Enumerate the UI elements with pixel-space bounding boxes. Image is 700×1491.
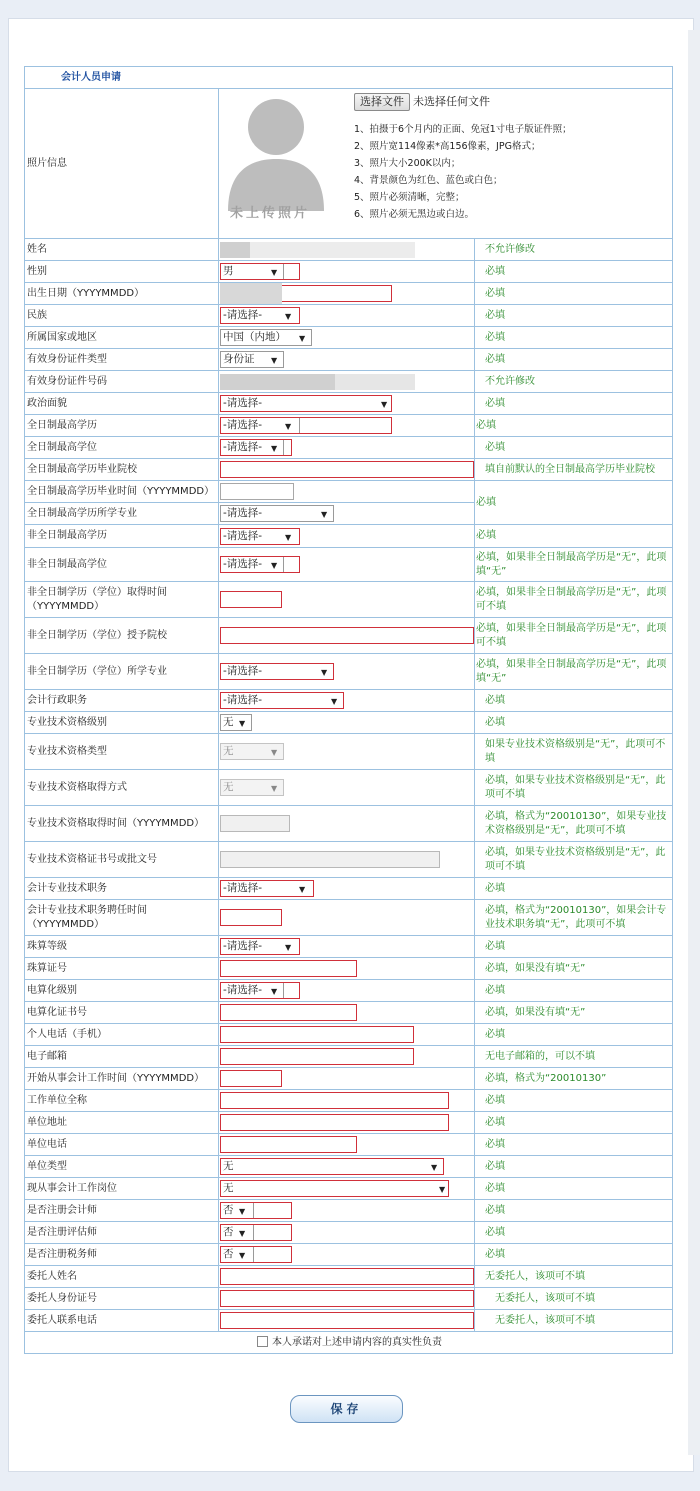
choose-file-button[interactable]: 选择文件 (354, 93, 410, 111)
mobile-label: 个人电话（手机） (25, 1024, 219, 1046)
company-input[interactable] (220, 1092, 449, 1109)
abacus-level-label: 珠算等级 (25, 936, 219, 958)
acct-post-time-input[interactable] (220, 909, 282, 926)
abacus-level-note: 必填 (475, 936, 673, 958)
id-no-label: 有效身份证件号码 (25, 371, 219, 393)
address-input[interactable] (220, 1114, 449, 1131)
pt-time-input[interactable] (220, 591, 282, 608)
id-type-label: 有效身份证件类型 (25, 349, 219, 371)
accountant-application-form (24, 66, 673, 1354)
chevron-down-icon: ▼ (285, 312, 292, 321)
ft-edu-note: 必填 (475, 415, 673, 437)
ft-major-select[interactable]: -请选择- ▼ (220, 505, 334, 522)
scrollbar-track[interactable] (688, 30, 700, 1455)
pt-time-note: 必填，如果非全日制最高学历是“无”，此项可不填 (475, 582, 673, 618)
acct-post-time-note: 必填，格式为“20010130”，如果会计专业技术职务填“无”，此项可不填 (475, 900, 673, 936)
political-note: 必填 (475, 393, 673, 415)
company-tel-input[interactable] (220, 1136, 357, 1153)
chevron-down-icon: ▼ (299, 334, 306, 343)
ft-edu-label: 全日制最高学历 (25, 415, 219, 437)
ethnic-label: 民族 (25, 305, 219, 327)
photo-rules (354, 121, 572, 223)
pt-major-note: 必填，如果非全日制最高学历是“无”，此项填“无” (475, 654, 673, 690)
chevron-down-icon: ▼ (321, 668, 328, 677)
chevron-down-icon: ▼ (321, 510, 328, 519)
agent-id-note: 无委托人，该项可不填 (475, 1288, 673, 1310)
pt-edu-note: 必填 (475, 525, 673, 548)
company-tel-note: 必填 (475, 1134, 673, 1156)
name-note: 不允许修改 (475, 239, 673, 261)
chevron-down-icon: ▼ (439, 1185, 446, 1194)
political-select[interactable]: -请选择- ▼ (220, 395, 392, 412)
ethnic-note: 必填 (475, 305, 673, 327)
chevron-down-icon: ▼ (271, 356, 278, 365)
ft-major-label: 全日制最高学历所学专业 (25, 503, 219, 525)
cpv-label: 是否注册评估师 (25, 1222, 219, 1244)
chevron-down-icon: ▼ (271, 784, 278, 793)
chevron-down-icon: ▼ (431, 1163, 438, 1172)
admin-post-label: 会计行政职务 (25, 690, 219, 712)
chevron-down-icon: ▼ (239, 719, 246, 728)
current-post-select[interactable]: 无 ▼ (220, 1180, 449, 1197)
name-value-redacted (250, 242, 415, 258)
chevron-down-icon: ▼ (239, 1229, 246, 1238)
gender-select[interactable]: 男 ▼ (220, 263, 300, 280)
tech-type-label: 专业技术资格类型 (25, 734, 219, 770)
pt-degree-label: 非全日制最高学位 (25, 548, 219, 582)
start-time-input[interactable] (220, 1070, 282, 1087)
address-note: 必填 (475, 1112, 673, 1134)
email-note: 无电子邮箱的，可以不填 (475, 1046, 673, 1068)
comp-no-label: 电算化证书号 (25, 1002, 219, 1024)
cpv-select[interactable]: 否 ▼ (220, 1224, 292, 1241)
agent-tel-input[interactable] (220, 1312, 474, 1329)
tech-type-note: 如果专业技术资格级别是“无”，此项可不填 (475, 734, 673, 770)
tech-cert-label: 专业技术资格证书号或批文号 (25, 842, 219, 878)
cpa-label: 是否注册会计师 (25, 1200, 219, 1222)
no-photo-text: 未上传照片 (230, 206, 311, 221)
photo-rule: 1、拍摄于6个月内的正面、免冠1寸电子版证件照； (354, 124, 572, 135)
abacus-no-label: 珠算证号 (25, 958, 219, 980)
country-select[interactable]: 中国（内地） ▼ (220, 329, 312, 346)
comp-level-note: 必填 (475, 980, 673, 1002)
id-type-select[interactable]: 身份证 ▼ (220, 351, 284, 368)
comp-no-input[interactable] (220, 1004, 357, 1021)
company-type-label: 单位类型 (25, 1156, 219, 1178)
ft-school-input[interactable] (220, 461, 474, 478)
ft-grad-time-note: 必填 (475, 481, 673, 525)
tech-type-select[interactable]: 无 ▼ (220, 743, 284, 760)
tech-time-input[interactable] (220, 815, 290, 832)
ft-school-label: 全日制最高学历毕业院校 (25, 459, 219, 481)
pt-school-input[interactable] (220, 627, 474, 644)
company-type-note: 必填 (475, 1156, 673, 1178)
pt-degree-select[interactable]: -请选择- ▼ (220, 556, 300, 573)
agent-name-note: 无委托人，该项可不填 (475, 1266, 673, 1288)
company-tel-label: 单位电话 (25, 1134, 219, 1156)
abacus-no-input[interactable] (220, 960, 357, 977)
chevron-down-icon: ▼ (271, 987, 278, 996)
acct-post-select[interactable]: -请选择- ▼ (220, 880, 314, 897)
start-time-note: 必填，格式为“20010130” (475, 1068, 673, 1090)
photo-rule: 2、照片宽114像素*高156像素，JPG格式； (354, 141, 541, 152)
company-type-select[interactable]: 无 ▼ (220, 1158, 444, 1175)
save-button[interactable]: 保存 (290, 1395, 403, 1423)
photo-placeholder (220, 89, 332, 233)
birth-label: 出生日期（YYYYMMDD） (25, 283, 219, 305)
photo-rule: 6、照片必须无黑边或白边。 (354, 209, 475, 220)
company-label: 工作单位全称 (25, 1090, 219, 1112)
chevron-down-icon: ▼ (331, 697, 338, 706)
birth-note: 必填 (475, 283, 673, 305)
mobile-note: 必填 (475, 1024, 673, 1046)
chevron-down-icon: ▼ (239, 1251, 246, 1260)
ft-grad-time-label: 全日制最高学历毕业时间（YYYYMMDD） (25, 481, 219, 503)
company-note: 必填 (475, 1090, 673, 1112)
pledge-checkbox[interactable] (257, 1336, 268, 1347)
comp-level-label: 电算化级别 (25, 980, 219, 1002)
admin-post-note: 必填 (475, 690, 673, 712)
tech-time-note: 必填，格式为“20010130”，如果专业技术资格级别是“无”，此项可不填 (475, 806, 673, 842)
pt-major-select[interactable]: -请选择- ▼ (220, 663, 334, 680)
gender-label: 性别 (25, 261, 219, 283)
acct-post-time-label: 会计专业技术职务聘任时间（YYYYMMDD） (25, 900, 219, 936)
tech-level-select[interactable]: 无 ▼ (220, 714, 252, 731)
pt-edu-label: 非全日制最高学历 (25, 525, 219, 548)
email-label: 电子邮箱 (25, 1046, 219, 1068)
political-label: 政治面貌 (25, 393, 219, 415)
pledge-text: 本人承诺对上述申请内容的真实性负责 (272, 1336, 442, 1348)
comp-level-select[interactable]: -请选择- ▼ (220, 982, 300, 999)
birth-value-redacted (220, 283, 282, 305)
ft-edu-select[interactable]: -请选择- ▼ (220, 417, 392, 434)
chevron-down-icon: ▼ (299, 885, 306, 894)
chevron-down-icon: ▼ (285, 532, 292, 542)
comp-no-note: 必填，如果没有填“无” (475, 1002, 673, 1024)
tech-level-label: 专业技术资格级别 (25, 712, 219, 734)
cpv-note: 必填 (475, 1222, 673, 1244)
pt-edu-select[interactable]: -请选择- ▼ (220, 528, 300, 545)
id-type-note: 必填 (475, 349, 673, 371)
chevron-down-icon: ▼ (271, 268, 278, 277)
agent-id-label: 委托人身份证号 (25, 1288, 219, 1310)
tech-method-select[interactable]: 无 ▼ (220, 779, 284, 796)
chevron-down-icon: ▼ (381, 400, 388, 409)
id-no-note: 不允许修改 (475, 371, 673, 393)
email-input[interactable] (220, 1048, 414, 1065)
ft-degree-label: 全日制最高学位 (25, 437, 219, 459)
cta-label: 是否注册税务师 (25, 1244, 219, 1266)
country-note: 必填 (475, 327, 673, 349)
current-post-label: 现从事会计工作岗位 (25, 1178, 219, 1200)
id-no-redacted (335, 374, 415, 390)
pt-time-label: 非全日制学历（学位）取得时间（YYYYMMDD） (25, 582, 219, 618)
abacus-no-note: 必填，如果没有填“无” (475, 958, 673, 980)
agent-name-input[interactable] (220, 1268, 474, 1285)
chevron-down-icon: ▼ (239, 1207, 246, 1216)
start-time-label: 开始从事会计工作时间（YYYYMMDD） (25, 1068, 219, 1090)
gender-note: 必填 (475, 261, 673, 283)
ethnic-select[interactable]: -请选择- ▼ (220, 307, 300, 324)
mobile-input[interactable] (220, 1026, 414, 1043)
agent-id-input[interactable] (220, 1290, 474, 1307)
agent-tel-note: 无委托人，该项可不填 (475, 1310, 673, 1332)
ft-school-note: 填自前默认的全日制最高学历毕业院校 (475, 459, 673, 481)
tech-level-note: 必填 (475, 712, 673, 734)
tech-method-label: 专业技术资格取得方式 (25, 770, 219, 806)
pt-school-note: 必填，如果非全日制最高学历是“无”，此项可不填 (475, 618, 673, 654)
cta-select[interactable]: 否 ▼ (220, 1246, 292, 1263)
agent-name-label: 委托人姓名 (25, 1266, 219, 1288)
ft-degree-select[interactable]: -请选择- ▼ (220, 439, 292, 456)
ft-grad-time-input[interactable] (220, 483, 294, 500)
country-label: 所属国家或地区 (25, 327, 219, 349)
acct-post-note: 必填 (475, 878, 673, 900)
chevron-down-icon: ▼ (285, 422, 292, 431)
chevron-down-icon: ▼ (271, 561, 278, 570)
address-label: 单位地址 (25, 1112, 219, 1134)
agent-tel-label: 委托人联系电话 (25, 1310, 219, 1332)
current-post-note: 必填 (475, 1178, 673, 1200)
pt-major-label: 非全日制学历（学位）所学专业 (25, 654, 219, 690)
id-no-redacted (220, 374, 335, 390)
chevron-down-icon: ▼ (285, 943, 292, 952)
photo-rule: 3、照片大小200K以内； (354, 158, 461, 169)
abacus-level-select[interactable]: -请选择- ▼ (220, 938, 300, 955)
cpa-note: 必填 (475, 1200, 673, 1222)
photo-label: 照片信息 (25, 89, 219, 239)
ft-degree-note: 必填 (475, 437, 673, 459)
name-label: 姓名 (25, 239, 219, 261)
chevron-down-icon: ▼ (271, 444, 278, 453)
name-value-redacted (220, 242, 250, 258)
form-title: 会计人员申请 (25, 67, 673, 89)
cpa-select[interactable]: 否 ▼ (220, 1202, 292, 1219)
pt-degree-note: 必填，如果非全日制最高学历是“无”，此项填“无” (475, 548, 673, 582)
acct-post-label: 会计专业技术职务 (25, 878, 219, 900)
pt-school-label: 非全日制学历（学位）授予院校 (25, 618, 219, 654)
tech-cert-note: 必填，如果专业技术资格级别是“无”，此项可不填 (475, 842, 673, 878)
chevron-down-icon: ▼ (271, 748, 278, 757)
file-status: 未选择任何文件 (413, 95, 490, 108)
tech-time-label: 专业技术资格取得时间（YYYYMMDD） (25, 806, 219, 842)
tech-method-note: 必填，如果专业技术资格级别是“无”，此项可不填 (475, 770, 673, 806)
photo-rule: 4、背景颜色为红色、蓝色或白色； (354, 175, 503, 186)
photo-rule: 5、照片必须清晰，完整； (354, 192, 465, 203)
tech-cert-input[interactable] (220, 851, 440, 868)
admin-post-select[interactable]: -请选择- ▼ (220, 692, 344, 709)
cta-note: 必填 (475, 1244, 673, 1266)
